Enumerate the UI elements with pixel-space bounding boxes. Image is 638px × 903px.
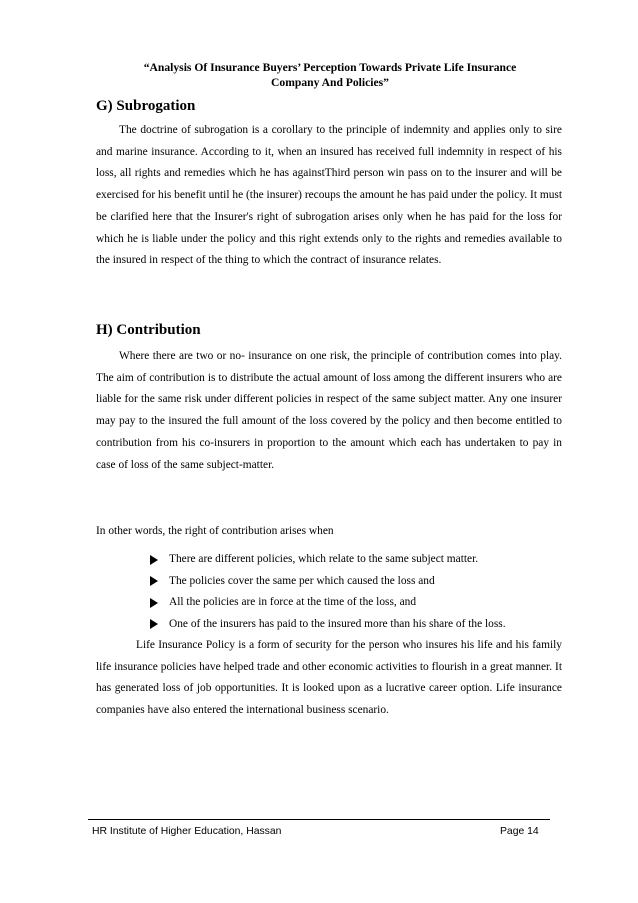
paragraph-life-insurance bbox=[96, 635, 562, 722]
contribution-intro: In other words, the right of contribution arises when bbox=[96, 525, 334, 537]
document-header bbox=[100, 60, 560, 90]
arrow-bullet-icon bbox=[150, 555, 158, 565]
paragraph-contribution bbox=[96, 346, 562, 476]
footer-institute: HR Institute of Higher Education, Hassan bbox=[92, 826, 282, 837]
footer-page-number: Page 14 bbox=[500, 826, 539, 837]
paragraph-subrogation bbox=[96, 120, 562, 272]
arrow-bullet-icon bbox=[150, 619, 158, 629]
paragraph-subrogation-text: The doctrine of subrogation is a corollary to the principle of indemnity and applies only to sire and marine insurance. According to it, when an insured has received full indemnity in respect of his loss, all rights and remedies which he has againstThird person win pass on to the insurer and will be exercised for his benefit until he (the insurer) recoups the amount he has paid under the policy. It must be clarified here that the Insurer's right of subrogation arises only when he has paid for the loss for which he is liable under the policy and this right extends only to the rights and remedies available to the insured in respect of the thing to which the contract of insurance relates. bbox=[96, 124, 562, 267]
list-item: One of the insurers has paid to the insured more than his share of the loss. bbox=[148, 614, 506, 636]
heading-subrogation: G) Subrogation bbox=[96, 98, 196, 114]
header-line-1: “Analysis Of Insurance Buyers’ Perception Towards Private Life Insurance bbox=[143, 61, 517, 74]
list-item: There are different policies, which relate to the same subject matter. bbox=[148, 549, 506, 571]
header-line-2: Company And Policies” bbox=[271, 76, 389, 89]
list-item: The policies cover the same per which caused the loss and bbox=[148, 571, 506, 593]
arrow-bullet-icon bbox=[150, 598, 158, 608]
paragraph-life-insurance-text: Life Insurance Policy is a form of security for the person who insures his life and his family life insurance policies have helped trade and other economic activities to flourish in a great manner. It has generated loss of job opportunities. It is looked upon as a lucrative career option. Life insurance companies have also entered the international business scenario. bbox=[96, 639, 562, 717]
footer-divider bbox=[88, 819, 550, 820]
paragraph-contribution-text: Where there are two or no- insurance on one risk, the principle of contribution comes into play. The aim of contribution is to distribute the actual amount of loss among the different insurers who are liable for the same risk under different policies in respect of the same subject matter. Any one insurer may pay to the insured the full amount of the loss covered by the policy and then become entitled to contribution from his co-insurers in proportion to the amount which each has undertaken to pay in case of loss of the same subject-matter. bbox=[96, 350, 562, 471]
arrow-bullet-icon bbox=[150, 576, 158, 586]
list-item: All the policies are in force at the time of the loss, and bbox=[148, 592, 506, 614]
heading-contribution: H) Contribution bbox=[96, 322, 201, 338]
contribution-conditions-list bbox=[148, 549, 506, 635]
